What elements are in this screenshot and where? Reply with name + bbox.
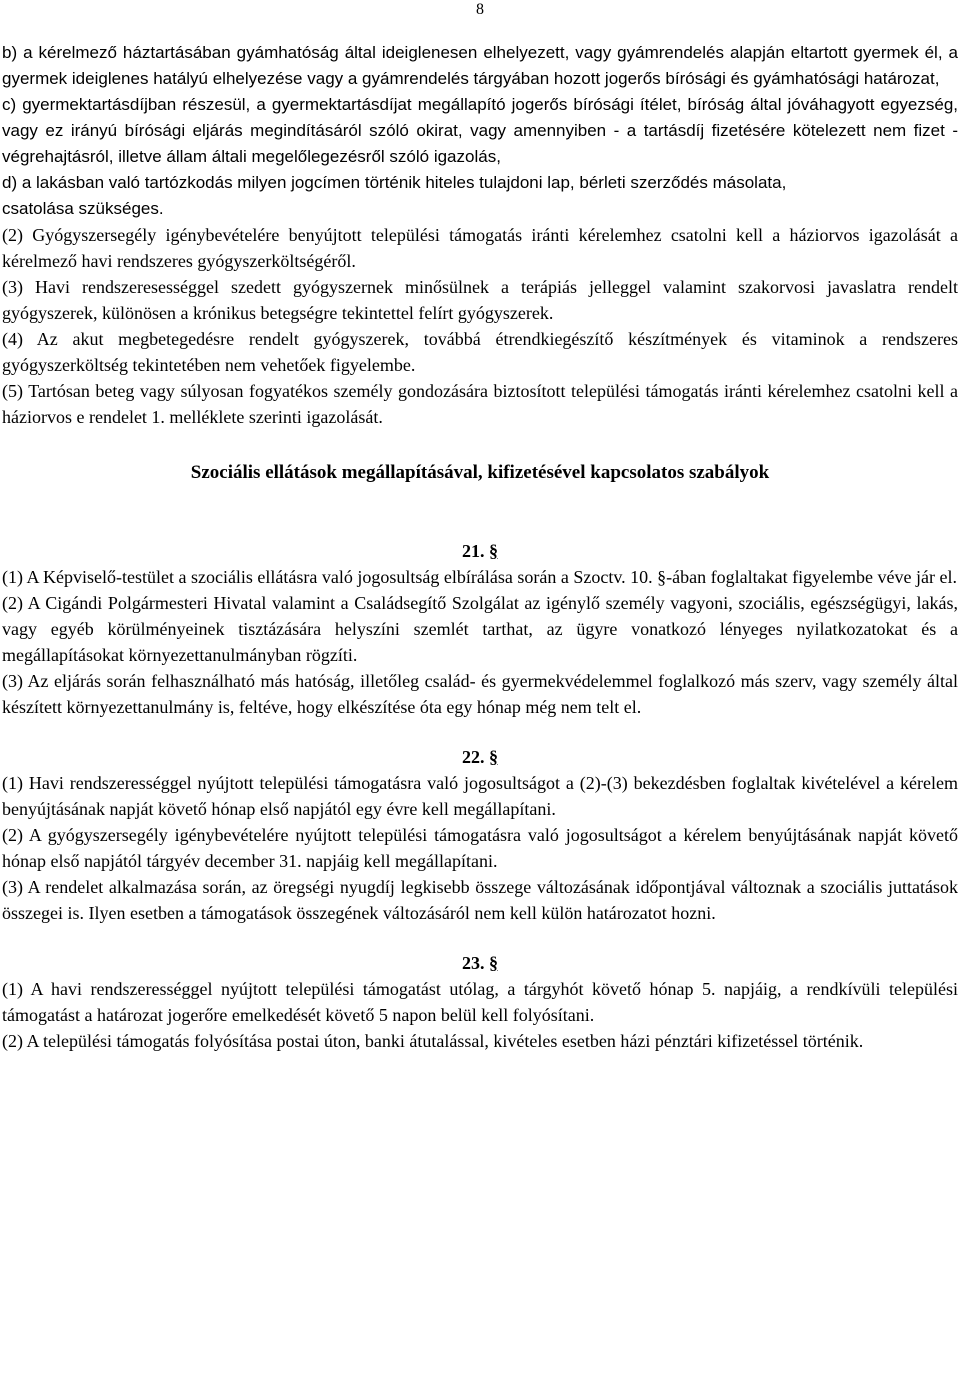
paragraph: (1) A Képviselő-testület a szociális ellátásra való jogosultság elbírálása során a Szoctv. 10. §-ában foglaltakat figyelembe véve jár el.: [2, 567, 958, 587]
section-22-title: [2, 744, 958, 770]
section-22-body: [2, 770, 958, 926]
list-item-b: b) a kérelmező háztartásában gyámhatóság által ideiglenesen elhelyezett, vagy gyámrendelés alapján eltartott gyermek él, a gyermek ideiglenes hatályú elhelyezése vagy a gyámrendelés tárgyában hozott jogerős bírósági és gyámhatósági határozat,: [2, 43, 958, 88]
paragraph: (4) Az akut megbetegedésre rendelt gyógyszerek, továbbá étrendkiegészítő készítmények és vitaminok a rendszeres gyógyszerköltség tekintetében nem vehetőek figyelembe.: [2, 329, 958, 375]
paragraph: (1) A havi rendszerességgel nyújtott települési támogatást utólag, a tárgyhót követő hónap 5. napjáig, a rendkívüli települési támogatást a határozat jogerőre emelkedését követő 5 napon belül kell folyósítani.: [2, 979, 958, 1025]
paragraph: (3) Az eljárás során felhasználható más hatóság, illetőleg család- és gyermekvédelemmel foglalkozó más szerv, vagy személy által készített környezettanulmány is, feltéve, hogy elkészítése óta egy hónap még nem telt el.: [2, 671, 958, 717]
section-heading: Szociális ellátások megállapításával, kifizetésével kapcsolatos szabályok: [190, 462, 770, 483]
page-content: [2, 40, 958, 1054]
paragraph: (1) Havi rendszerességgel nyújtott települési támogatásra való jogosultságot a (2)-(3) bekezdésben foglaltak kivételével a kérelem benyújtásának napját követő hónap első napjától egy évre kell megállapítani.: [2, 773, 958, 819]
section-23-body: [2, 976, 958, 1054]
section-sign: §: [489, 541, 498, 561]
section-sign: §: [489, 747, 498, 767]
paragraph: (2) A települési támogatás folyósítása postai úton, banki átutalással, kivételes esetben házi pénztári kifizetéssel történik.: [2, 1031, 864, 1051]
paragraph: (5) Tartósan beteg vagy súlyosan fogyatékos személy gondozására biztosított települési támogatás iránti kérelemhez csatolni kell a háziorvos e rendelet 1. melléklete szerinti igazolását.: [2, 381, 958, 427]
paragraph: (3) A rendelet alkalmazása során, az öregségi nyugdíj legkisebb összege változásának időpontjával változnak a szociális juttatások összegei is. Ilyen esetben a támogatások összegének változásáról nem kell külön határozatot hozni.: [2, 877, 958, 923]
list-item-d: d) a lakásban való tartózkodás milyen jogcímen történik hiteles tulajdoni lap, bérleti szerződés másolata,: [2, 173, 787, 192]
section-number: 23.: [462, 953, 485, 973]
section-21-title: [2, 538, 958, 564]
paragraph-group-a: [2, 222, 958, 430]
section-21-body: [2, 564, 958, 720]
section-23-title: [2, 950, 958, 976]
section-number: 21.: [462, 541, 485, 561]
paragraph: (2) A gyógyszersegély igénybevételére nyújtott települési támogatásra való jogosultságot a kérelem benyújtásának napját követő hónap első napjától tárgyév december 31. napjáig kell megállapítani.: [2, 825, 958, 871]
paragraph: (3) Havi rendszeresességgel szedett gyógyszernek minősülnek a terápiás jelleggel valamint szakorvosi javaslatra rendelt gyógyszerek, különösen a krónikus betegségre tekintettel felírt gyógyszerek.: [2, 277, 958, 323]
paragraph: (2) Gyógyszersegély igénybevételére benyújtott települési támogatás iránti kérelemhez csatolni kell a háziorvos igazolását a kérelmező havi rendszeres gyógyszerköltségéről.: [2, 225, 958, 271]
attachment-list: [2, 40, 958, 222]
section-number: 22.: [462, 747, 485, 767]
list-item-c: c) gyermektartásdíjban részesül, a gyermektartásdíjat megállapító jogerős bírósági ítélet, bíróság által jóváhagyott egyezség, vagy ez irányú bírósági eljárás megindításáról szóló okirat, vagy amennyiben - a tartásdíj fizetésére kötelezett nem fizet - végrehajtásról, illetve állam általi megelőlegezésről szóló igazolás,: [2, 95, 958, 166]
paragraph: (2) A Cigándi Polgármesteri Hivatal valamint a Családsegítő Szolgálat az igénylő személy vagyoni, szociális, egészségügyi, lakás, vagy egyéb körülményeinek tisztázására helyszíni szemlét tarthat, az ügyre vonatkozó lényeges nyilatkozatokat és a megállapításokat környezettanulmányban rögzíti.: [2, 593, 958, 665]
section-sign: §: [489, 953, 498, 973]
page-number: 8: [476, 1, 484, 18]
list-closing: csatolása szükséges.: [2, 199, 164, 218]
